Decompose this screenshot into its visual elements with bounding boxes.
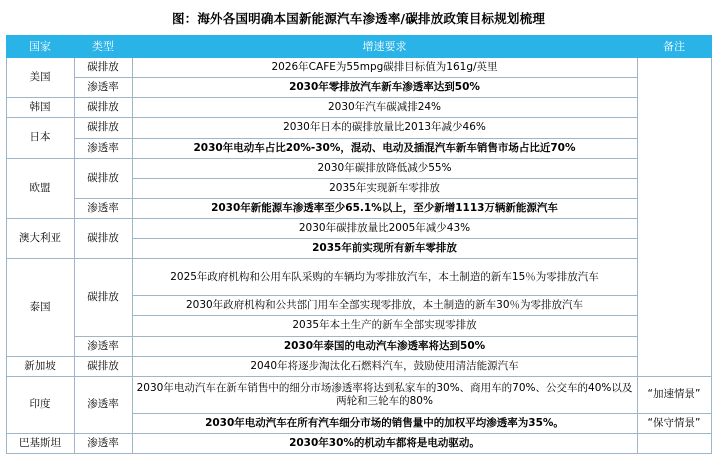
cell-requirement: 2025年政府机构和公用车队采购的车辆均为零排放汽车，本土制造的新车15％为零排放汽车 — [132, 259, 637, 296]
cell-country: 新加坡 — [6, 356, 74, 376]
table-row — [6, 219, 711, 239]
cell-type: 碳排放 — [74, 98, 132, 118]
cell-requirement: 2030年零排放汽车新车渗透率达到50% — [132, 78, 637, 98]
table-row — [6, 118, 711, 138]
cell-requirement: 2035年本土生产的新车全部实现零排放 — [132, 316, 637, 336]
cell-type: 渗透率 — [74, 198, 132, 218]
table-row — [6, 198, 711, 218]
cell-type: 碳排放 — [74, 259, 132, 336]
cell-type: 渗透率 — [74, 78, 132, 98]
page-title: 图：海外各国明确本国新能源汽车渗透率/碳排放政策目标规划梳理 — [171, 11, 546, 26]
column-header-type: 类型 — [74, 36, 132, 58]
column-header-country: 国家 — [6, 36, 74, 58]
cell-type: 渗透率 — [74, 376, 132, 433]
cell-requirement: 2030年新能源车渗透率至少65.1%以上，至少新增1113万辆新能源汽车 — [132, 198, 637, 218]
table-row — [6, 356, 711, 376]
cell-type: 渗透率 — [74, 433, 132, 453]
cell-country: 巴基斯坦 — [6, 433, 74, 453]
cell-type: 碳排放 — [74, 219, 132, 259]
cell-country: 韩国 — [6, 98, 74, 118]
cell-requirement: 2030年汽车碳减排24% — [132, 98, 637, 118]
cell-country: 美国 — [6, 58, 74, 98]
cell-note: “加速情景” — [637, 376, 711, 413]
cell-type: 碳排放 — [74, 158, 132, 198]
table-row — [6, 158, 711, 178]
table-row — [6, 336, 711, 356]
table-row — [6, 376, 711, 413]
cell-type: 渗透率 — [74, 336, 132, 356]
cell-type: 渗透率 — [74, 138, 132, 158]
column-header-requirement: 增速要求 — [132, 36, 637, 58]
cell-requirement: 2030年电动汽车在新车销售中的细分市场渗透率将达到私家车的30%、商用车的70%、公交车的40%以及两轮和三轮车的80% — [132, 376, 637, 413]
cell-requirement: 2035年前实现所有新车零排放 — [132, 239, 637, 259]
cell-country: 泰国 — [6, 259, 74, 356]
cell-country: 澳大利亚 — [6, 219, 74, 259]
cell-requirement: 2030年碳排放量比2005年减少43% — [132, 219, 637, 239]
table-row — [6, 78, 711, 98]
cell-note — [637, 58, 711, 377]
cell-note — [637, 433, 711, 453]
cell-requirement: 2030年30%的机动车都将是电动驱动。 — [132, 433, 637, 453]
table-row — [6, 98, 711, 118]
policy-table — [6, 35, 712, 454]
cell-country: 日本 — [6, 118, 74, 158]
cell-requirement: 2035年实现新车零排放 — [132, 178, 637, 198]
cell-country: 印度 — [6, 376, 74, 433]
table-row — [6, 259, 711, 296]
table-header-row — [6, 36, 711, 58]
cell-requirement: 2030年电动汽车在所有汽车细分市场的销售量中的加权平均渗透率为35%。 — [132, 413, 637, 433]
column-header-note: 备注 — [637, 36, 711, 58]
table-row — [6, 138, 711, 158]
cell-requirement: 2030年电动车占比20%-30%，混动、电动及插混汽车新车销售市场占比近70% — [132, 138, 637, 158]
cell-type: 碳排放 — [74, 58, 132, 78]
cell-requirement: 2030年日本的碳排放量比2013年减少46% — [132, 118, 637, 138]
cell-type: 碳排放 — [74, 118, 132, 138]
cell-type: 碳排放 — [74, 356, 132, 376]
cell-requirement: 2040年将逐步淘汰化石燃料汽车，鼓励使用清洁能源汽车 — [132, 356, 637, 376]
cell-requirement: 2030年政府机构和公共部门用车全部实现零排放，本土制造的新车30％为零排放汽车 — [132, 296, 637, 316]
cell-requirement: 2030年碳排放降低减少55% — [132, 158, 637, 178]
table-row — [6, 433, 711, 453]
cell-country: 欧盟 — [6, 158, 74, 218]
cell-requirement: 2030年泰国的电动汽车渗透率将达到50% — [132, 336, 637, 356]
cell-note: “保守情景” — [637, 413, 711, 433]
cell-requirement: 2026年CAFE为55mpg碳排目标值为161g/英里 — [132, 58, 637, 78]
table-row — [6, 58, 711, 78]
